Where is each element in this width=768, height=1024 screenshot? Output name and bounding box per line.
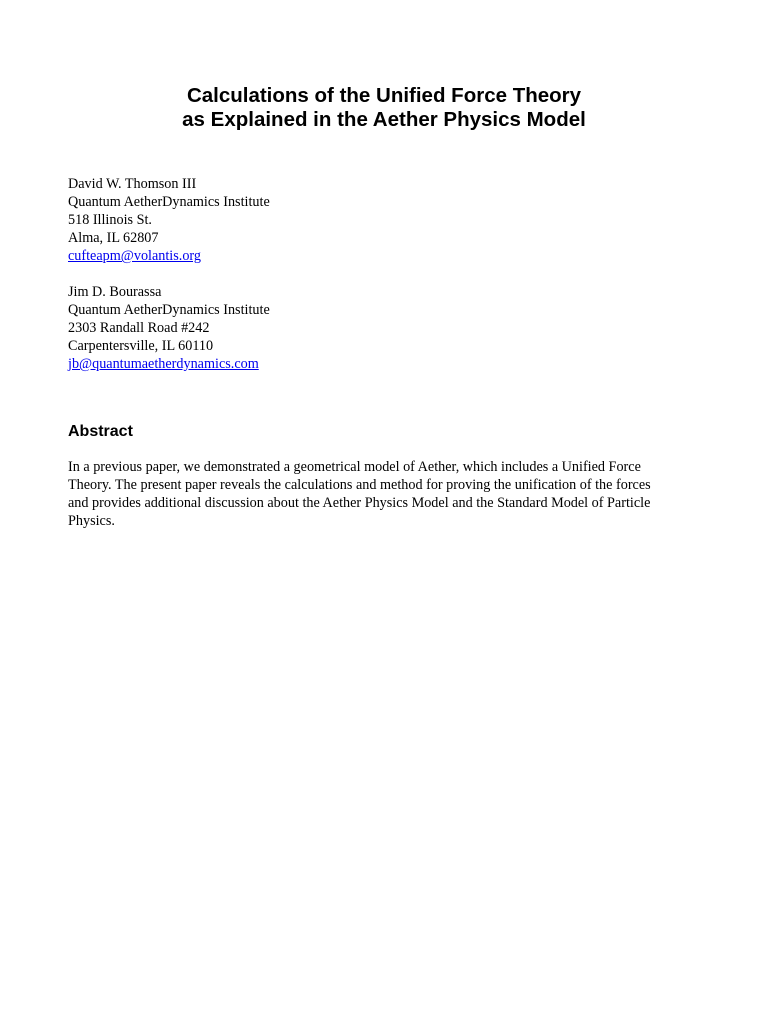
title-line-2: as Explained in the Aether Physics Model xyxy=(182,108,586,131)
paper-title xyxy=(0,84,768,132)
author-block-bourassa xyxy=(68,283,270,373)
author-street: 2303 Randall Road #242 xyxy=(68,320,210,336)
abstract-line: and provides additional discussion about the Aether Physics Model and the Standard Model of Particle xyxy=(68,495,651,511)
author-institute: Quantum AetherDynamics Institute xyxy=(68,302,270,318)
abstract-line: Theory. The present paper reveals the calculations and method for proving the unification of the forces xyxy=(68,477,651,493)
author-block-thomson xyxy=(68,175,270,265)
abstract-line: In a previous paper, we demonstrated a geometrical model of Aether, which includes a Unified Force xyxy=(68,459,641,475)
author-street: 518 Illinois St. xyxy=(68,212,152,228)
abstract-text xyxy=(68,458,708,530)
author-name: David W. Thomson III xyxy=(68,176,197,192)
title-line-1: Calculations of the Unified Force Theory xyxy=(186,84,582,107)
author-name: Jim D. Bourassa xyxy=(68,284,162,300)
author-email-link[interactable]: jb@quantumaetherdynamics.com xyxy=(68,356,259,372)
abstract-line: Physics. xyxy=(68,513,115,529)
author-institute: Quantum AetherDynamics Institute xyxy=(68,194,270,210)
abstract-heading: Abstract xyxy=(68,423,133,440)
author-city: Alma, IL 62807 xyxy=(68,230,159,246)
author-city: Carpentersville, IL 60110 xyxy=(68,338,214,354)
author-email-link[interactable]: cufteapm@volantis.org xyxy=(68,248,201,264)
